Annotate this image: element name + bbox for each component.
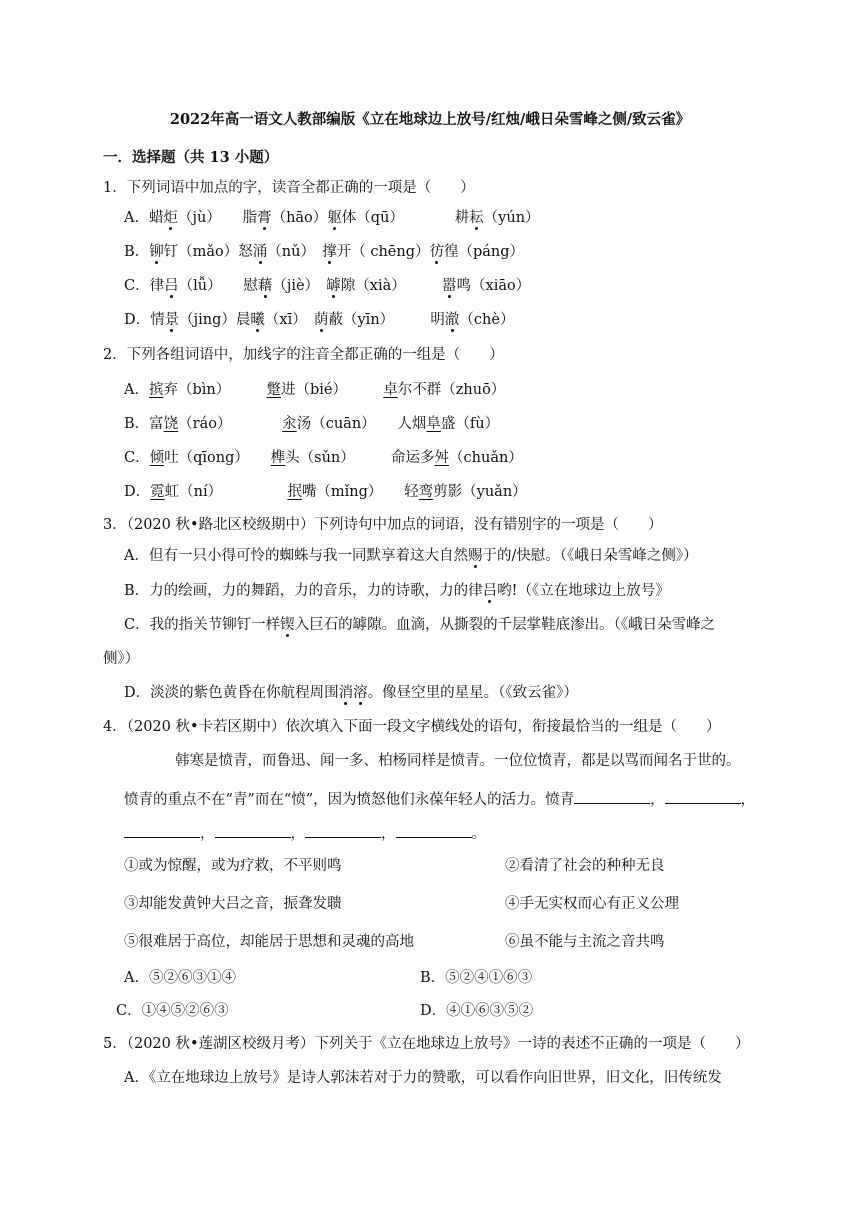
question-4-option-b: B．⑤②④①⑥③	[420, 970, 533, 986]
question-3-option-b: B．力的绘画，力的舞蹈，力的音乐，力的诗歌，力的律吕哟!（《立在地球边上放号》	[124, 583, 670, 599]
question-2-option-c: C．倾吐（qīong） 榫头（sǔn） 命运多舛（chuǎn）	[124, 450, 523, 466]
question-1-option-a: A．蜡炬（jù） 脂膏（hāo）躯体（qū） 耕耘（yún）	[124, 210, 540, 226]
question-4-paragraph-1: 韩寒是愤青，而鲁迅、闻一多、柏杨同样是愤青。一位位愤青，都是以骂而闻名于世的。	[175, 753, 741, 769]
question-5-option-a: A．《立在地球边上放号》是诗人郭沫若对于力的赞歌，可以看作向旧世界，旧文化，旧传统发	[124, 1070, 722, 1086]
question-4-option-d: D．④①⑥③⑤②	[420, 1003, 534, 1019]
question-4-stem: 4．（2020 秋•卡若区期中）依次填入下面一段文字横线处的语句，衔接最恰当的一组是（ ）	[103, 719, 721, 735]
question-2-stem: 2．下列各组词语中，加线字的注音全都正确的一组是（ ）	[103, 347, 504, 363]
question-4-option-c: C．①④⑤②⑥③	[116, 1003, 229, 1019]
fill-blank	[665, 789, 741, 804]
question-3-option-a: A．但有一只小得可怜的蜘蛛与我一同默享着这大自然赐于的/快慰。（《峨日朵雪峰之侧》）	[124, 548, 698, 564]
question-5-stem: 5．（2020 秋•莲湖区校级月考）下列关于《立在地球边上放号》一诗的表述不正确的一项是（ ）	[103, 1036, 750, 1052]
question-3-stem: 3．（2020 秋•路北区校级期中）下列诗句中加点的词语，没有错别字的一项是（ ）	[103, 517, 663, 533]
question-4-blanks-line: ， ， ， 。	[124, 823, 486, 844]
fill-blank	[396, 823, 472, 838]
fill-blank	[574, 789, 650, 804]
question-1-option-d: D．情景（jing）晨曦（ⅹī） 荫蔽（yīn） 明澈（chè）	[124, 312, 515, 328]
fill-blank	[305, 823, 381, 838]
question-3-option-c-continued: 侧》）	[103, 651, 140, 667]
question-4-option-a: A．⑤②⑥③①④	[124, 970, 236, 986]
question-4-item-1: ①或为惊醒，或为疗救，不平则鸣	[124, 858, 342, 874]
question-2-option-b: B．富饶（ráo） 汆汤（cuān） 人烟阜盛（fù）	[124, 416, 500, 432]
question-1-stem: 1．下列词语中加点的字，读音全都正确的一项是（ ）	[103, 180, 475, 196]
question-4-item-2: ②看清了社会的种种无良	[505, 858, 665, 874]
document-title: 2022年高一语文人教部编版《立在地球边上放号/红烛/峨日朵雪峰之侧/致云雀》	[169, 111, 691, 128]
question-4-item-4: ④手无实权而心有正义公理	[505, 896, 679, 912]
question-4-item-3: ③却能发黄钟大吕之音，振聋发聩	[124, 896, 342, 912]
question-4-item-5: ⑤很难居于高位，却能居于思想和灵魂的高地	[124, 934, 414, 950]
question-2-option-a: A．摈弃（bìn） 蹩进（bié） 卓尔不群（zhuō）	[124, 382, 506, 398]
question-2-option-d: D．霓虹（ní） 抿嘴（mǐng） 轻鸾剪影（yuǎn）	[124, 484, 527, 500]
question-1-option-c: C．律吕（lǚ） 慰藉（jiè） 罅隙（xià） 嚣鸣（xiāo）	[124, 278, 531, 294]
fill-blank	[215, 823, 291, 838]
question-3-option-c: C．我的指关节铆钉一样锲入巨石的罅隙。血滴，从撕裂的千层掌鞋底渗出。（《峨日朵雪峰之	[124, 617, 716, 633]
fill-blank	[124, 823, 200, 838]
question-4-item-6: ⑥虽不能与主流之音共鸣	[505, 934, 665, 950]
question-3-option-d: D．淡淡的紫色黄昏在你航程周围消溶。像昼空里的星星。（《致云雀》）	[124, 685, 578, 701]
section-heading: 一．选择题（共 13 小题）	[103, 149, 279, 166]
question-4-paragraph-2: 愤青的重点不在“青”而在“愤”，因为愤怒他们永葆年轻人的活力。愤青 ， ，	[124, 789, 755, 810]
question-1-option-b: B．铆钉（mǎo）怒涌（nǔ） 撑开（ chēng）彷徨（páng）	[124, 244, 525, 260]
